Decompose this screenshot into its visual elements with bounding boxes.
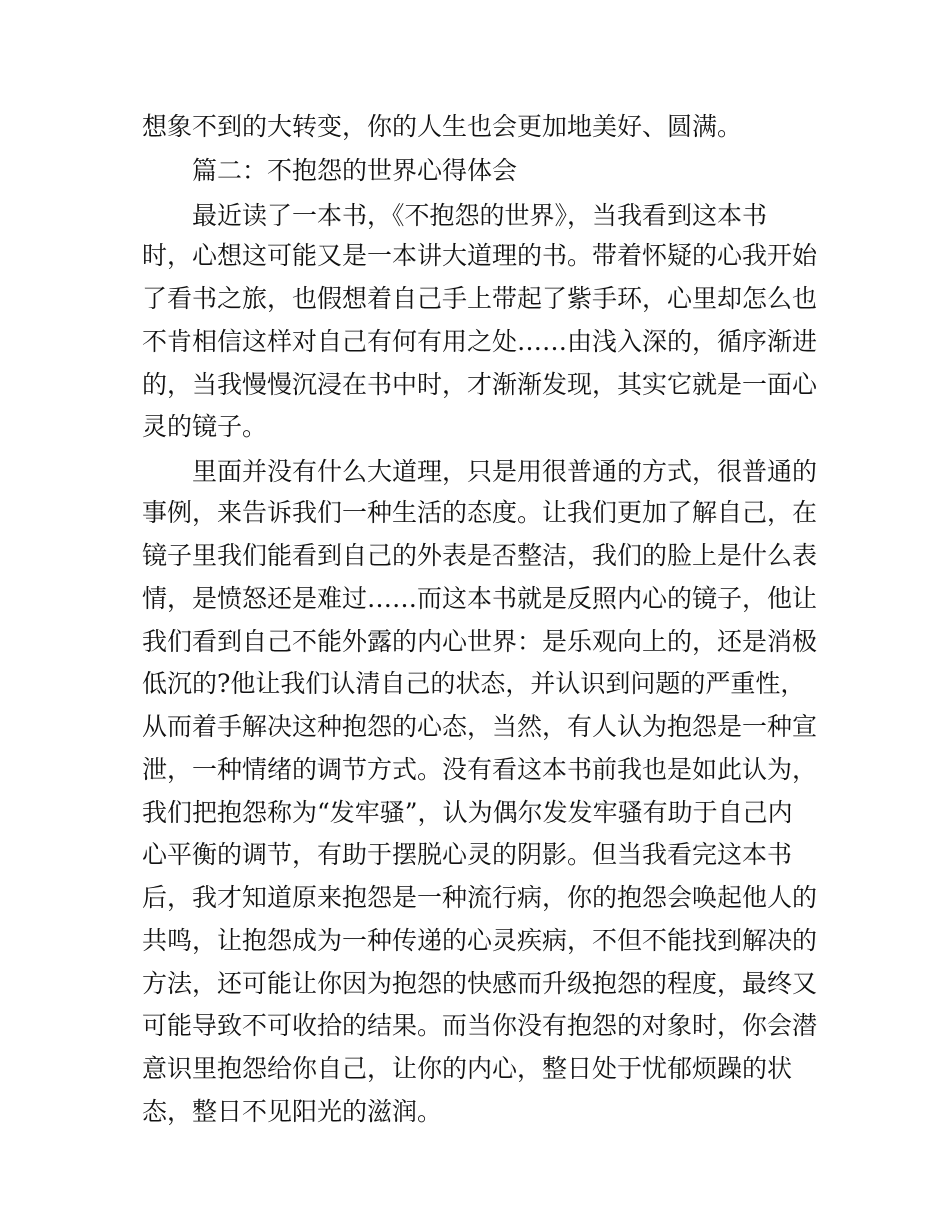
text-line: 事例，来告诉我们一种生活的态度。让我们更加了解自己，在 bbox=[142, 498, 818, 527]
text-line: 里面并没有什么大道理，只是用很普通的方式，很普通的 bbox=[192, 457, 818, 486]
text-line: 我们看到自己不能外露的内心世界：是乐观向上的，还是消极 bbox=[142, 627, 818, 656]
text-line: 方法，还可能让你因为抱怨的快感而升级抱怨的程度，最终又 bbox=[142, 969, 818, 998]
text-line: 时，心想这可能又是一本讲大道理的书。带着怀疑的心我开始 bbox=[142, 241, 818, 270]
text-line: 态，整日不见阳光的滋润。 bbox=[142, 1097, 443, 1126]
text-line: 想象不到的大转变，你的人生也会更加地美好、圆满。 bbox=[142, 112, 743, 141]
text-line: 从而着手解决这种抱怨的心态，当然，有人认为抱怨是一种宣 bbox=[142, 712, 818, 741]
text-line: 心平衡的调节，有助于摆脱心灵的阴影。但当我看完这本书 bbox=[142, 840, 793, 869]
text-line: 镜子里我们能看到自己的外表是否整洁，我们的脸上是什么表 bbox=[142, 541, 818, 570]
text-line: 后，我才知道原来抱怨是一种流行病，你的抱怨会唤起他人的 bbox=[142, 883, 818, 912]
text-line: 情，是愤怒还是难过……而这本书就是反照内心的镜子，他让 bbox=[142, 584, 818, 613]
text-line: 共鸣，让抱怨成为一种传递的心灵疾病，不但不能找到解决的 bbox=[142, 926, 818, 955]
text-line: 的，当我慢慢沉浸在书中时，才渐渐发现，其实它就是一面心 bbox=[142, 370, 818, 399]
text-line: 泄，一种情绪的调节方式。没有看这本书前我也是如此认为， bbox=[142, 755, 818, 784]
text-line: 不肯相信这样对自己有何有用之处……由浅入深的，循序渐进 bbox=[142, 327, 818, 356]
text-line: 最近读了一本书，《不抱怨的世界》，当我看到这本书 bbox=[192, 201, 768, 230]
section-heading: 篇二：不抱怨的世界心得体会 bbox=[192, 156, 518, 185]
text-line: 低沉的?他让我们认清自己的状态，并认识到问题的严重性， bbox=[142, 669, 806, 698]
text-line: 可能导致不可收拾的结果。而当你没有抱怨的对象时，你会潜 bbox=[142, 1011, 818, 1040]
text-line: 了看书之旅，也假想着自己手上带起了紫手环，心里却怎么也 bbox=[142, 284, 818, 313]
text-line: 意识里抱怨给你自己，让你的内心，整日处于忧郁烦躁的状 bbox=[142, 1054, 793, 1083]
text-line: 我们把抱怨称为“发牢骚”，认为偶尔发发牢骚有助于自己内 bbox=[142, 798, 793, 827]
text-line: 灵的镜子。 bbox=[142, 412, 268, 441]
